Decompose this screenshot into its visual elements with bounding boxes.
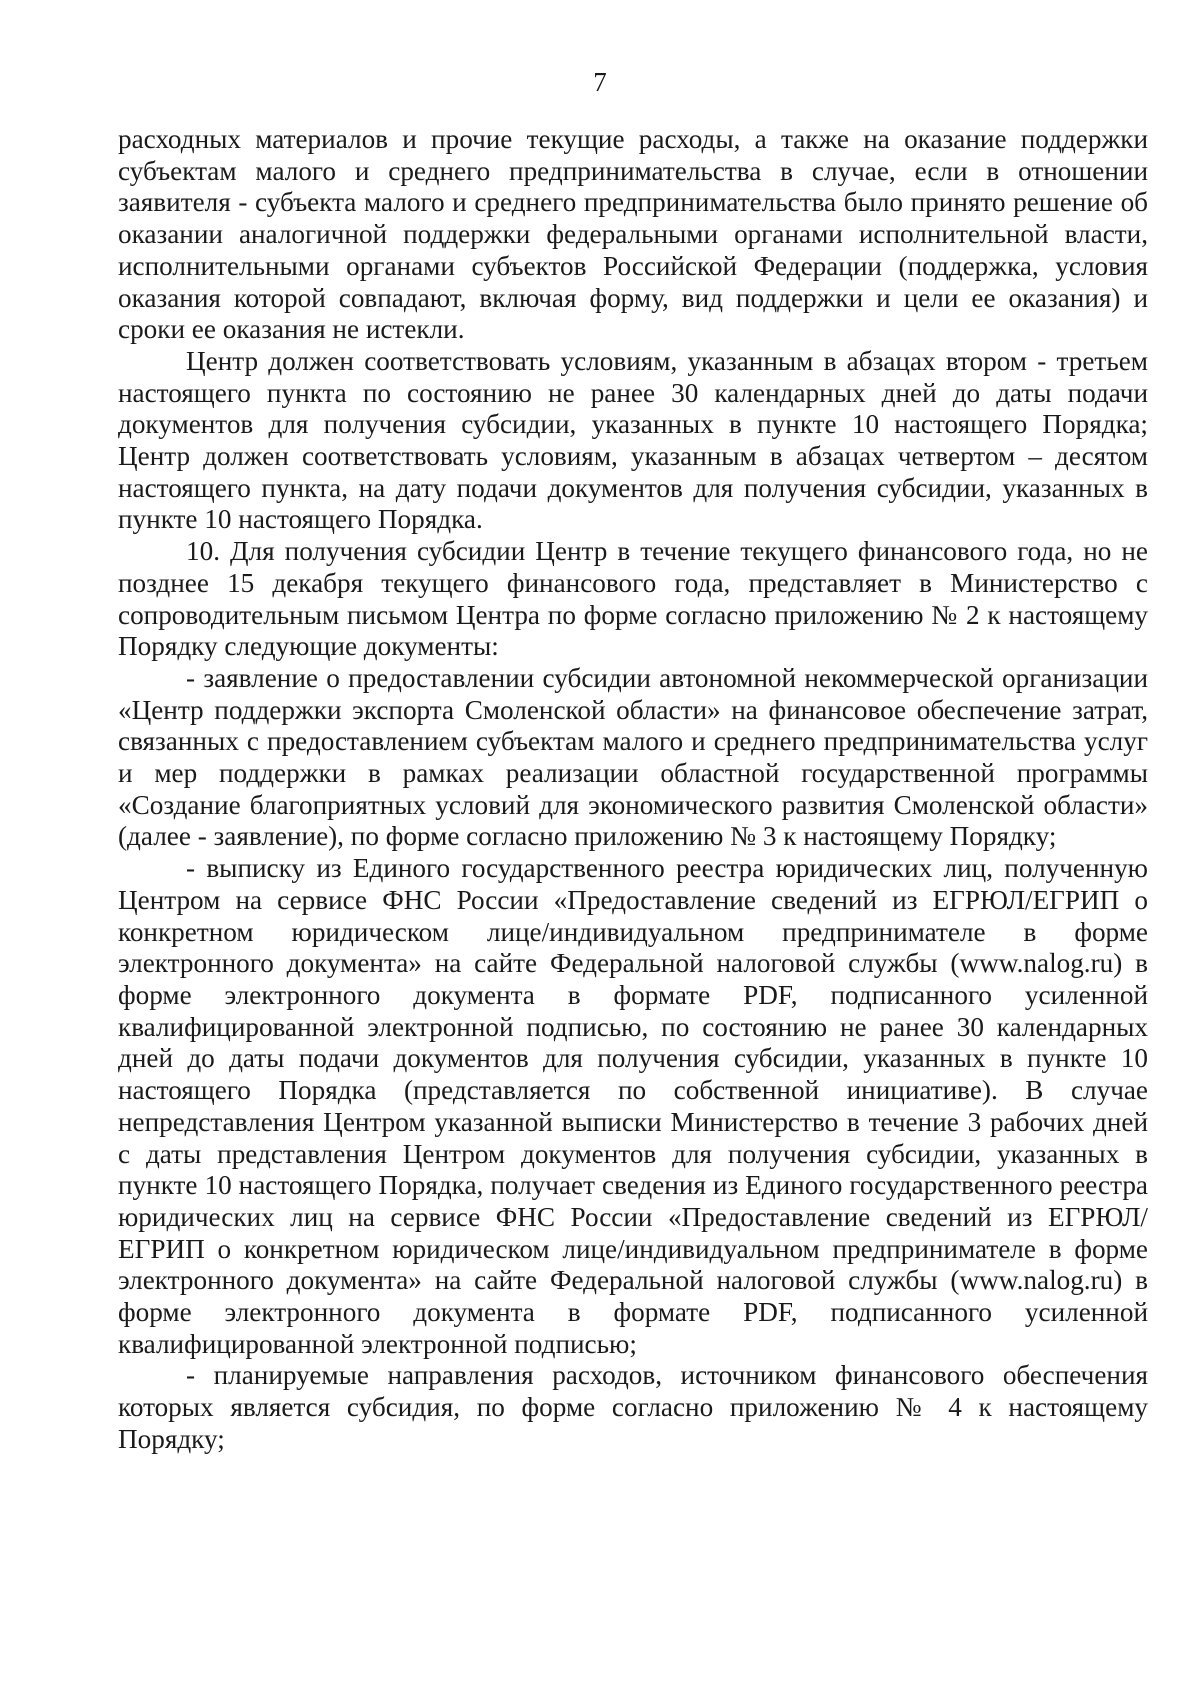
paragraph-continuation: расходных материалов и прочие текущие расходы, а также на оказание поддержки субъектам малого и среднего предпринимательства в случае, если в отношении заявителя - субъекта малого и среднего предпринимательства было принято решение об оказании аналогичной поддержки федеральными органами исполнительной власти, исполнительными органами субъектов Российской Федерации (поддержка, условия оказания которой совпадают, включая форму, вид поддержки и цели ее оказания) и сроки ее оказания не истекли. [118,124,1148,345]
document-body [118,124,1148,1456]
paragraph-item-10: 10. Для получения субсидии Центр в течение текущего финансового года, но не позднее 15 декабря текущего финансового года, представляет в Министерство с сопроводительным письмом Центра по форме согласно приложению № 2 к настоящему Порядку следующие документы: [118,536,1148,662]
paragraph-center-conditions: Центр должен соответствовать условиям, указанным в абзацах втором - третьем настоящего пункта по состоянию не ранее 30 календарных дней до даты подачи документов для получения субсидии, указанных в пункте 10 настоящего Порядка; Центр должен соответствовать условиям, указанным в абзацах четвертом – десятом настоящего пункта, на дату подачи документов для получения субсидии, указанных в пункте 10 настоящего Порядка. [118,345,1148,535]
list-item-egrul-extract: - выписку из Единого государственного реестра юридических лиц, полученную Центром на сервисе ФНС России «Предоставление сведений из ЕГРЮЛ/ЕГРИП о конкретном юридическом лице/индивидуальном предпринимателе в форме электронного документа» на сайте Федеральной налоговой службы (www.nalog.ru) в форме электронного документа в формате PDF, подписанного усиленной квалифицированной электронной подписью, по состоянию не ранее 30 календарных дней до даты подачи документов для получения субсидии, указанных в пункте 10 настоящего Порядка (представляется по собственной инициативе). В случае непредставления Центром указанной выписки Министерство в течение 3 рабочих дней с даты представления Центром документов для получения субсидии, указанных в пункте 10 настоящего Порядка, получает сведения из Единого государственного реестра юридических лиц на сервисе ФНС России «Предоставление сведений из ЕГРЮЛ/ЕГРИП о конкретном юридическом лице/индивидуальном предпринимателе в форме электронного документа» на сайте Федеральной налоговой службы (www.nalog.ru) в форме электронного документа в формате PDF, подписанного усиленной квалифицированной электронной подписью; [118,853,1148,1359]
list-item-application: - заявление о предоставлении субсидии автономной некоммерческой организации «Центр поддержки экспорта Смоленской области» на финансовое обеспечение затрат, связанных с предоставлением субъектам малого и среднего предпринимательства услуг и мер поддержки в рамках реализации областной государственной программы «Создание благоприятных условий для экономического развития Смоленской области» (далее - заявление), по форме согласно приложению № 3 к настоящему Порядку; [118,662,1148,852]
page-number: 7 [593,67,607,97]
list-item-expense-directions: - планируемые направления расходов, источником финансового обеспечения которых является субсидия, по форме согласно приложению № 4 к настоящему Порядку; [118,1360,1148,1454]
